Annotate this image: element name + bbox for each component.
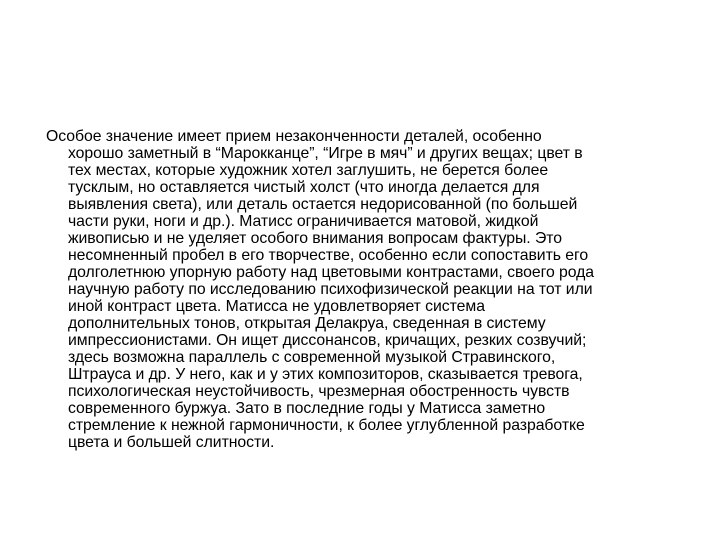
paragraph-line: Штрауса и др. У него, как и у этих композиторов, сказывается тревога,: [68, 366, 583, 383]
body-paragraph: [46, 128, 696, 451]
paragraph-line: живописью и не уделяет особого внимания вопросам фактуры. Это: [68, 230, 563, 247]
paragraph-line: несомненный пробел в его творчестве, особенно если сопоставить его: [68, 247, 589, 264]
paragraph-line: выявления света), или деталь остается недорисованной (по большей: [68, 196, 578, 213]
paragraph-line: здесь возможна параллель с современной музыкой Стравинского,: [68, 349, 556, 366]
paragraph-line: дополнительных тонов, открытая Делакруа, сведенная в систему: [68, 315, 546, 332]
paragraph-line: иной контраст цвета. Матисса не удовлетворяет система: [68, 298, 485, 315]
paragraph-line: долголетнюю упорную работу над цветовыми контрастами, своего рода: [68, 264, 595, 281]
paragraph-line: части руки, ноги и др.). Матисс ограничивается матовой, жидкой: [68, 213, 539, 230]
paragraph-line: современного буржуа. Зато в последние годы у Матисса заметно: [68, 400, 546, 417]
paragraph-line: стремление к нежной гармоничности, к более углубленной разработке: [68, 417, 585, 434]
paragraph-line: научную работу по исследованию психофизической реакции на тот или: [68, 281, 593, 298]
paragraph-line: психологическая неустойчивость, чрезмерная обостренность чувств: [68, 383, 570, 400]
paragraph-line: хорошо заметный в “Марокканце”, “Игре в мяч” и других вещах; цвет в: [68, 145, 583, 162]
paragraph-line: тусклым, но оставляется чистый холст (что иногда делается для: [68, 179, 540, 196]
paragraph-line: тех местах, которые художник хотел заглушить, не берется более: [68, 162, 549, 179]
paragraph-line: Особое значение имеет прием незаконченности деталей, особенно: [46, 128, 542, 145]
paragraph-line: импрессионистами. Он ищет диссонансов, кричащих, резких созвучий;: [68, 332, 587, 349]
paragraph-line: цвета и большей слитности.: [68, 434, 275, 451]
